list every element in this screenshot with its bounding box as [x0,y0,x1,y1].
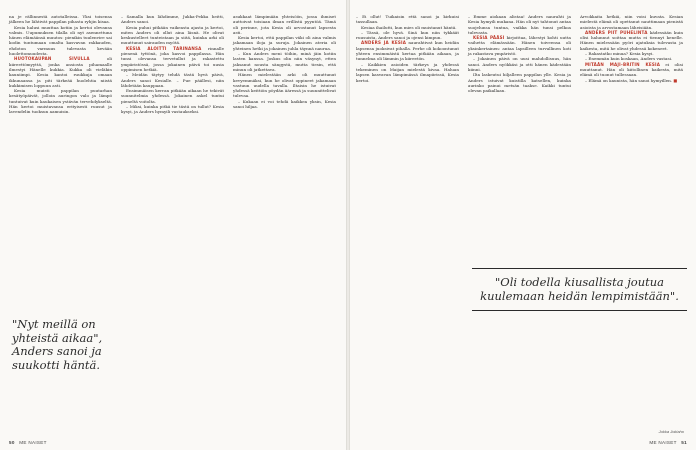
paragraph-text: ei olisi muuttanut. Hän oli kiitollinen kaikesta, mitä elämä oli tuonut tullessaan. [580,61,683,78]
paragraph-text: na je rällinnestä autotalleissa. Yksi toisensa jälkeen he lähtivät pappilan pihasta ryhjin kisaa. [9,14,112,25]
paragraph-text: Hänen mielestään arki oli muuttunut kevyemmäksi, kun he olivat oppineet jakamaan vastuun uudella tavalla. Iltaisin he istuivat yhdessä keittiön pöydän ääressä ja suunnittelivat tulevaa. [233,72,336,99]
footer-right [649,440,687,445]
article-paragraph [121,104,224,115]
article-paragraph [233,99,336,110]
article-paragraph [9,25,112,57]
article-paragraph [9,14,112,25]
article-paragraph [121,46,224,72]
article-paragraph [356,62,459,83]
magazine-name-left: ME NAISET [19,440,47,445]
paragraph-text: – Rakastatko minua? Kesia kysyi. [585,51,654,57]
article-paragraph [580,30,683,51]
page-number-left: 50 [9,440,15,445]
paragraph-text: Kesia kertoi, että pappilan väki oli aina valmis jakamaan iloja ja suruja. Jokainen ateria oli yhteinen hetki ja jokainen juhla täynnä naurua. [233,35,336,51]
paragraph-text: – Kukaan ei voi tehdä kaikkea yksin, Kesia sanoi hiljaa. [233,98,336,110]
article-paragraph [121,88,224,104]
pull-quote-left: "Nyt meillä on yhteistä aikaa", Anders sanoi ja suukotti häntä. [12,317,103,372]
article-paragraph [468,35,571,56]
pull-quote-right: "Oli todella kiusallista joutua kuulemaan heidän lempimistään". [472,268,687,311]
right-column-3 [580,14,683,83]
section-lead-heading: HUOTOKAUPAN SIVULLA [14,56,90,62]
footer-left [9,440,47,445]
article-paragraph [121,14,224,25]
paragraph-text: naurahtivat kun heidän lapsensa juoksivat pihalla. Perhe oli kokoontunut yhteen ensimmäistä kertaa pitkään aikaan, ja tunnelma oli lämmin ja kiireetön. [356,40,459,62]
section-lead-heading: KESIA PÄÄSI [473,35,505,41]
right-column-2 [468,14,571,93]
paragraph-text: – Emme aiokaan alistaa! Anders naurahti ja Kesia hymyili mukana. Hän oli nyt tahtonut antaa suojelunsa tuntua, vaikka hän tunsi pelkoa tulevasta. [468,14,571,35]
left-page [0,0,346,450]
paragraph-text: Kesiaa ihailutti, kun mies oli muistanut häntä. [361,24,457,30]
paragraph-text: – Ei ollut! Tuikaisin että sanoi ja kirkuisi tassullaan. [356,14,459,25]
left-column-2 [121,14,224,115]
section-lead-heading: KESIA ALOITTI TARINANSA [126,45,202,51]
paragraph-text: – Meidän täytyy tehdä tästä hyvä päivä, Anders sanoi Kesialle. – Pue päällesi, niin lähdetään kauppaan. [121,72,224,88]
paragraph-text: rinnalle pienenä tyttönä, joka kasvoi pappilassa. Hän tunsi olevansa tervetullut ja rakastettu ympäristössä, jossa jokainen päivä toi uusia oppimisen hetkiä. [121,45,224,72]
article-paragraph [580,62,683,78]
paragraph-text: – Elämä on kaunista, hän sanoi hymyillen. [585,77,673,83]
article-paragraph [233,14,336,35]
paragraph-text: – Jokainen päivä on uusi mahdollisuus, hän sanoi. Anders nyökkäsi ja otti hänen kädestään kiinni. [468,56,571,72]
article-paragraph [468,14,571,35]
right-page [350,0,696,450]
article-paragraph [356,30,459,41]
article-paragraph [9,56,112,88]
paragraph-text: – Tässä, ole hyvä. Sinä kun niin tykkäät ruusuista, Anders sanoi ja ojensi kimpun. [356,29,459,41]
article-paragraph [468,72,571,93]
magazine-name-right: ME NAISET [649,440,677,445]
photo-credit: Jukka Jokiaho [658,429,684,434]
article-paragraph [9,88,112,114]
article-paragraph [233,51,336,72]
paragraph-text: Arvokkaita hetkiä, niin voisi kuvata. Kesian mielestä elämä oli opettanut nauttimaan pienistä asioista ja arvostamaan läheisiään. [580,14,683,30]
article-paragraph [233,72,336,98]
article-paragraph [468,56,571,72]
article-paragraph [233,35,336,51]
article-paragraph [121,25,224,46]
left-column-3 [233,14,336,109]
paragraph-text: Ensimmäisen kerran pitkään aikaan he tekivät suunnitelmia yhdessä. Jokainen askel tuntui pieneltä voitolta. [121,88,224,104]
paragraph-text: Kesia halusi muuttaa kotiin ja kertoi olevansa valmis. Uupumuksen tilalla oli nyt asennettuna hänen elämäänsä muutos: pienikin tuulenvire sai kodin tuntumaan omalta kasvavan rakkauden, ehdoton varmuus tulevasta kevään huolettomuudesta. [9,24,112,57]
article-paragraph [580,78,683,83]
section-lead-heading: ANDERS JA KESIA [361,40,407,46]
page-number-right: 51 [681,440,687,445]
paragraph-text: Kesia puhui pitkään vaikeasta ajasta ja kertoi, miten Anders oli ollut aina läsnä. He olivat keskustelleet tunteistaan ja siitä, kuinka arki oli muuttunut sairauden myötä. [121,24,224,46]
article-paragraph [356,14,459,25]
article-paragraph [580,14,683,30]
paragraph-text: Kesia muisti pappilan puutarhan kesätyöpäivät, jolloin auringon valo ja lämpö tuntuivat kuin kaukaisen ystävän tervehdykseltä. Hän kertoi muistavansa erityisesti ruusut ja lavendelin tuoksun aamuisin. [9,88,112,115]
left-column-1 [9,14,112,115]
article-paragraph [121,72,224,88]
paragraph-text: – Kaikkien asioiden tärkeys ja yhdessä tekeminen on Maijan mielestä kivaa. Haluan lapsen kasvavan lämpimässä ilmapiirissä, Kesia kertoi. [356,61,459,83]
paragraph-text: – Kun Anders meni töihin, minä jäin kotiin lasten kanssa. Joskus olin niin väsynyt, etten jaksanut nousta sängystä, mutta tiesin, että minun oli jatkettava. [233,51,336,72]
paragraph-text: – Miksi, kuinka pitkä tie tästä on tullut? Kesia kysyi, ja Anders hymyili vastaukseksi. [121,104,224,115]
end-of-article-mark: ■ [673,77,678,83]
section-lead-heading: ANDERS PIIT PUHELINTA [585,29,648,35]
article-paragraph [356,40,459,61]
paragraph-text: – Enemmän kuin koskaan, Anders vastasi. [585,56,673,62]
paragraph-text: asukkaat lämpimään yhteisöön, jossa ihmiset auttoivat toisiaan ilman erillistä pyyntöä. Tämä oli perinne, jota Kesia oli arvostanut lapsesta asti. [233,14,336,35]
paragraph-text: oli kiireettömyyttä, jonka ansiosta pihamaalle ilmestyi Hänelle kukkia. Kukka oli vieläkin kauniimpi. Kesia kantoi ruukkuja omaan ikkunaansa ja piti tärkeää huolehtia niistä kukkimisen loppuun asti. [9,56,112,88]
right-column-1 [356,14,459,83]
paragraph-text: kirjoittaa, lähestyi kohti uutta vaihetta elämässään. Hänen toiveensa oli yksinkertainen: antaa lapsilleen turvallinen koti ja rakastava ympäristö. [468,35,571,57]
section-lead-heading: MITÄÄN MAJI–BRITIN KESIA [585,61,661,67]
paragraph-text: – Samalla kun lähdimme, Jukka-Pekka heitti, Anders sanoi. [121,14,224,25]
paragraph-text: Ilta laskeutui hiljalleen pappilan ylle. Kesia ja Anders istuivat kuistilla katsellen, kuinka aurinko painui metsän taakse. Kaikki tuntui olevan paikallaan. [468,72,571,94]
paragraph-text: kädessään kuin olisi halunnut soittaa mutta ei tiennyt kenelle. Hänen mielessään pyöri ajatuksia tulevasta ja kaikesta, mitä he olivat yhdessä kokeneet. [580,29,683,51]
